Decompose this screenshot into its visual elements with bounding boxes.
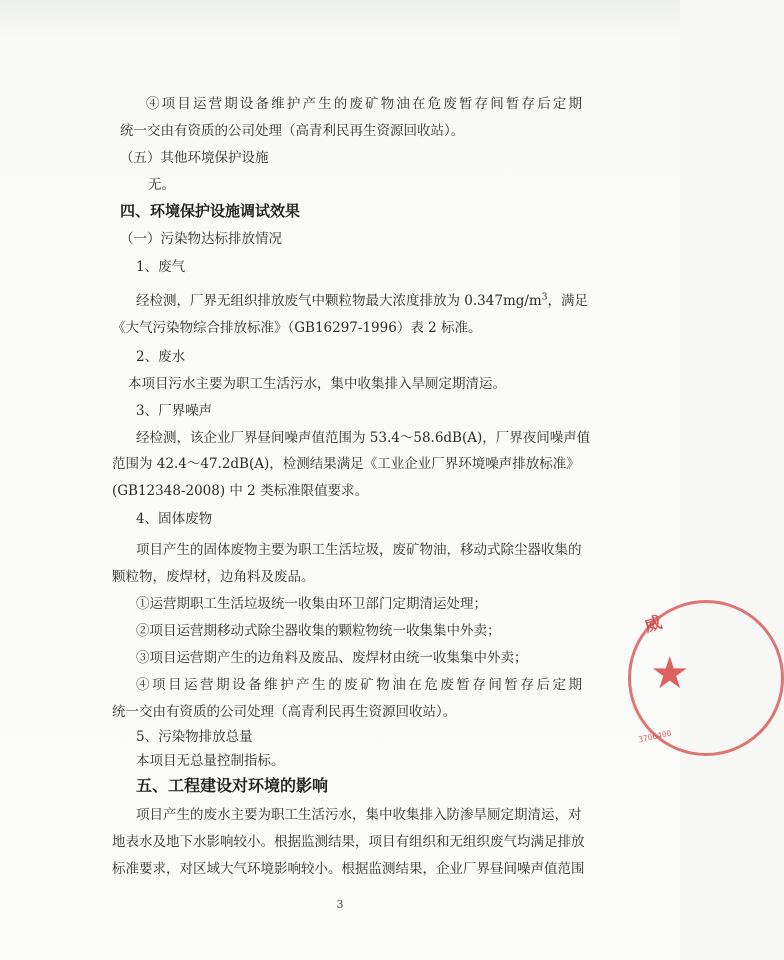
item-heading: 3、厂界噪声 xyxy=(136,403,213,419)
item-heading: 5、污染物排放总量 xyxy=(136,729,253,745)
list-item: ④项目运营期设备维护产生的废矿物油在危废暂存间暂存后定期 xyxy=(136,677,582,693)
stamp-text: 威 xyxy=(642,612,665,638)
gas-text-end: ，满足 xyxy=(547,293,588,309)
paragraph-line: 经检测，该企业厂界昼间噪声值范围为 53.4～58.6dB(A)，厂界夜间噪声值 xyxy=(136,430,591,446)
star-icon: ★ xyxy=(650,648,690,699)
paragraph-line: 统一交由有资质的公司处理（高青利民再生资源回收站）。 xyxy=(120,123,465,139)
list-item: ②项目运营期移动式除尘器收集的颗粒物统一收集集中外卖； xyxy=(136,623,501,639)
paragraph-line: ④项目运营期设备维护产生的废矿物油在危废暂存间暂存后定期 xyxy=(146,96,582,112)
paragraph-line: 颗粒物，废焊材，边角料及废品。 xyxy=(112,569,315,585)
list-item: ①运营期职工生活垃圾统一收集由环卫部门定期清运处理； xyxy=(136,596,487,612)
seal-stamp xyxy=(628,600,748,760)
paragraph-line xyxy=(136,291,588,311)
item-heading: 1、废气 xyxy=(136,259,186,275)
paragraph-line: 本项目污水主要为职工生活污水，集中收集排入旱厕定期清运。 xyxy=(128,376,506,392)
paragraph-line: 无。 xyxy=(148,177,175,193)
list-item: ③项目运营期产生的边角料及废品、废焊材由统一收集集中外卖； xyxy=(136,650,528,666)
item-heading: 2、废水 xyxy=(136,349,186,365)
section-heading-5: 五、工程建设对环境的影响 xyxy=(136,776,329,795)
item-heading: 4、固体废物 xyxy=(136,511,213,527)
list-item: 统一交由有资质的公司处理（高青利民再生资源回收站）。 xyxy=(112,704,457,720)
paragraph-line: 地表水及地下水影响较小。根据监测结果，项目有组织和无组织废气均满足排放 xyxy=(112,834,585,850)
gas-text: 经检测，厂界无组织排放废气中颗粒物最大浓度排放为 0.347mg/m xyxy=(136,293,542,309)
page-number: 3 xyxy=(336,898,344,911)
paragraph-line: 项目产生的废水主要为职工生活污水，集中收集排入防渗旱厕定期清运，对 xyxy=(136,807,582,823)
paragraph-line: 《大气污染物综合排放标准》（GB16297-1996）表 2 标准。 xyxy=(112,320,482,336)
paragraph-line: 项目产生的固体废物主要为职工生活垃圾，废矿物油，移动式除尘器收集的 xyxy=(136,542,582,558)
stamp-digits: 3706400 xyxy=(637,728,673,745)
paragraph-line: 范围为 42.4～47.2dB(A)，检测结果满足《工业企业厂界环境噪声排放标准》 xyxy=(112,456,580,472)
subsection-heading: （五）其他环境保护设施 xyxy=(120,150,269,166)
section-heading-4: 四、环境保护设施调试效果 xyxy=(120,202,301,220)
paragraph-line: (GB12348-2008) 中 2 类标准限值要求。 xyxy=(112,483,369,499)
paragraph-line: 标准要求，对区域大气环境影响较小。根据监测结果，企业厂界昼间噪声值范围 xyxy=(112,861,585,877)
paragraph-line: 本项目无总量控制指标。 xyxy=(136,753,285,769)
superscript: 3 xyxy=(541,292,548,303)
subsection-heading: （一）污染物达标排放情况 xyxy=(120,231,282,247)
